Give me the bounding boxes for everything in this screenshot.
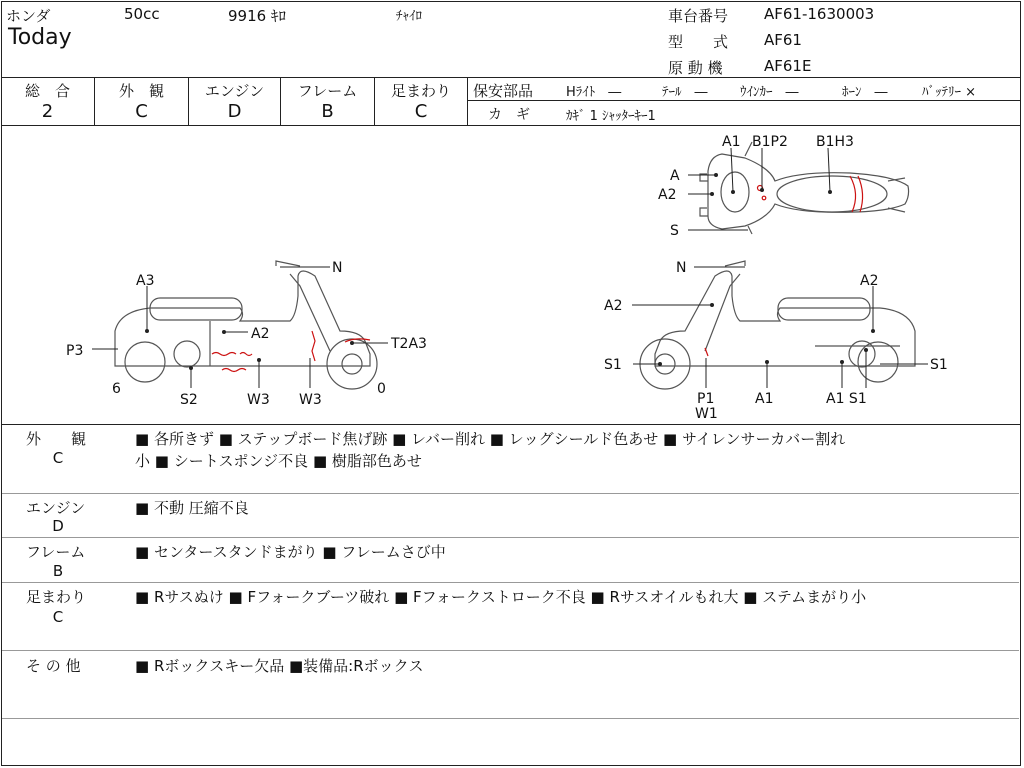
label-left-w3b: W3 [299, 392, 322, 408]
section-engine-title: エンジン [26, 499, 86, 517]
grade-col-divider [467, 77, 468, 125]
section-exterior-line2: 小 ■ シートスポンジ不良 ■ 樹脂部色あせ [135, 452, 422, 470]
label-top-s: S [670, 223, 679, 239]
mileage: 9916 ｷﾛ [228, 7, 286, 25]
label-top-a2: A2 [658, 187, 677, 203]
grade-exterior-label: 外 観 [118, 82, 164, 100]
grade-overall-value: 2 [41, 101, 54, 122]
section-frame-grade: B [52, 562, 64, 580]
section-divider [2, 582, 1019, 583]
label-right-s1a: S1 [604, 357, 622, 373]
section-engine-line1: ■ 不動 圧縮不良 [135, 499, 249, 517]
header-divider [1, 77, 1021, 78]
label-left-p3: P3 [66, 343, 84, 359]
grade-frame-value: B [321, 101, 334, 122]
section-engine-grade: D [52, 517, 64, 535]
label-right-p1: P1 [697, 391, 715, 407]
engine-model-label: 原 動 機 [668, 59, 723, 77]
key-label: カ ギ [488, 107, 530, 123]
safety-tail: ﾃｰﾙ ― [662, 85, 708, 100]
label-right-w1: W1 [695, 406, 718, 422]
safety-horn: ﾎｰﾝ ― [842, 85, 888, 100]
diagram-bottom [1, 424, 1021, 425]
section-suspension-grade: C [52, 608, 64, 626]
grade-engine-value: D [227, 101, 242, 122]
color: ﾁｬｲﾛ [396, 9, 422, 24]
section-frame-title: フレーム [26, 543, 86, 561]
grade-frame-label: フレーム [297, 82, 358, 100]
leader-lines [92, 148, 928, 388]
maker-name: ホンダ [6, 7, 51, 25]
chassis-label: 車台番号 [668, 7, 729, 25]
label-left-a2: A2 [251, 326, 270, 342]
model-name: Today [8, 25, 72, 50]
grade-overall-label: 総 合 [24, 82, 70, 100]
section-suspension-title: 足まわり [26, 588, 87, 606]
damage-marks [212, 176, 863, 372]
grade-engine-label: エンジン [204, 82, 265, 100]
section-divider [2, 537, 1019, 538]
grade-suspension-label: 足まわり [390, 82, 451, 100]
label-left-6: 6 [112, 381, 121, 397]
label-top-b1p2: B1P2 [752, 134, 788, 150]
label-left-s2: S2 [180, 392, 198, 408]
section-divider [2, 493, 1019, 494]
grade-exterior-value: C [135, 101, 148, 122]
section-frame-line1: ■ センタースタンドまがり ■ フレームさび中 [135, 543, 446, 561]
key-value: ｶｷﾞ 1 ｼｬｯﾀｰｷｰ1 [566, 109, 656, 124]
label-right-a1s1: A1 S1 [826, 391, 867, 407]
section-suspension-line1: ■ Rサスぬけ ■ Fフォークブーツ破れ ■ Fフォークストローク不良 ■ Rサスオイルもれ大 ■ ステムまがり小 [135, 588, 867, 606]
scooter-diagram [0, 126, 1022, 424]
label-right-a2b: A2 [860, 273, 879, 289]
label-right-a2a: A2 [604, 298, 623, 314]
safety-row-divider [468, 100, 1021, 101]
section-exterior-grade: C [52, 449, 64, 467]
label-right-a1: A1 [755, 391, 774, 407]
engine-model-value: AF61E [764, 57, 812, 75]
grade-suspension-value: C [414, 101, 428, 122]
type-label: 型 式 [668, 33, 729, 51]
label-top-a: A [670, 168, 680, 184]
label-left-n: N [332, 260, 343, 276]
safety-label: 保安部品 [473, 82, 534, 100]
section-divider [2, 650, 1019, 651]
section-exterior-line1: ■ 各所きず ■ ステップボード焦げ跡 ■ レバー削れ ■ レッグシールド色あせ ■ サイレンサーカバー割れ [135, 430, 846, 448]
type-value: AF61 [764, 31, 802, 49]
label-right-s1b: S1 [930, 357, 948, 373]
chassis-value: AF61-1630003 [764, 5, 875, 23]
safety-battery: ﾊﾞｯﾃﾘｰ × [922, 85, 977, 100]
label-left-a3: A3 [136, 273, 155, 289]
safety-winker: ｳｲﾝｶｰ ― [740, 85, 799, 100]
label-right-n: N [676, 260, 687, 276]
section-divider [2, 718, 1019, 719]
label-left-0: 0 [377, 381, 386, 397]
label-left-t2a3: T2A3 [391, 336, 427, 352]
section-exterior-title: 外 観 [26, 430, 87, 448]
label-top-b1h3: B1H3 [816, 134, 854, 150]
section-other-line1: ■ Rボックスキー欠品 ■装備品:Rボックス [135, 657, 424, 675]
label-top-a1: A1 [722, 134, 741, 150]
section-other-title: そ の 他 [26, 657, 81, 675]
safety-headlight: Hﾗｲﾄ ― [566, 85, 622, 100]
displacement: 50cc [124, 5, 160, 23]
label-left-w3a: W3 [247, 392, 270, 408]
